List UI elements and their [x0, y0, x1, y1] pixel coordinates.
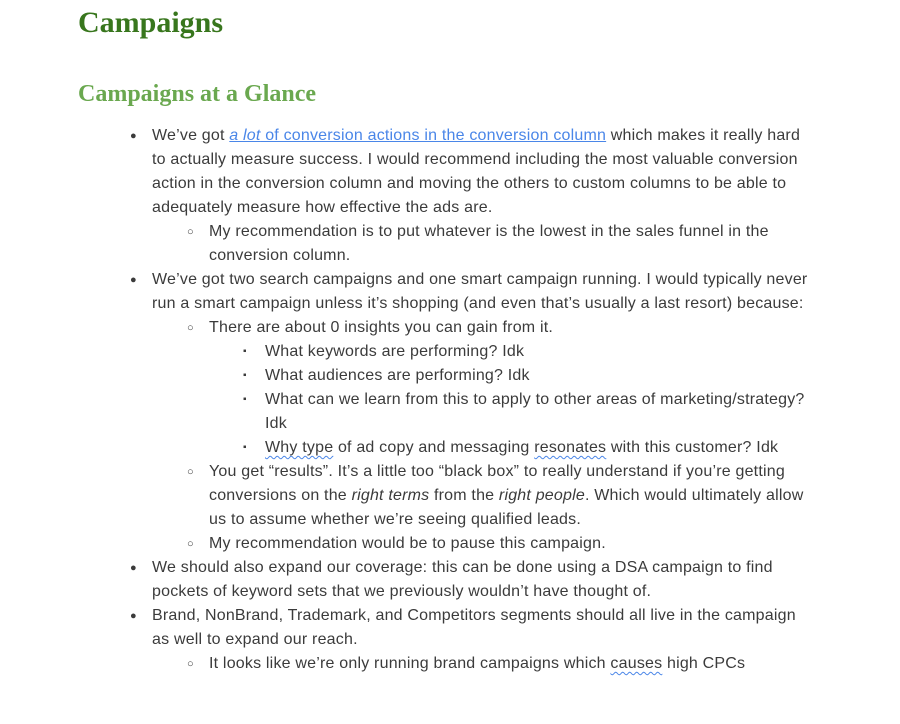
text-run: We should also expand our coverage: this can be done using a DSA campaign to find pockets of keyword sets that we previously wouldn’t have thought of.	[152, 559, 773, 600]
list-item	[78, 436, 808, 460]
spellcheck-flagged-text: resonates	[534, 439, 607, 456]
spellcheck-flagged-text: Why type	[265, 439, 334, 456]
text-run: What audiences are performing? Idk	[265, 367, 530, 384]
list-item-text	[152, 604, 808, 652]
text-run: You get “results”. It’s a little too “black box” to really understand if you’re getting conversions on the	[209, 463, 785, 504]
text-run: which makes it really hard to actually measure success. I would recommend including the most valuable conversion action in the conversion column and moving the others to custom columns to be able to adequately measure how effective the ads are.	[152, 127, 801, 216]
bullet-marker: ○	[187, 538, 194, 550]
bullet-marker: ●	[130, 610, 137, 622]
text-run: right people	[498, 487, 585, 504]
list-item-text	[209, 532, 808, 556]
list-item-text	[209, 652, 808, 676]
list-item	[78, 604, 808, 652]
bullet-marker: ●	[130, 562, 137, 574]
text-run: with this customer? Idk	[606, 439, 779, 456]
section-heading: Campaigns at a Glance	[78, 81, 317, 107]
doc-hyperlink[interactable]: a lot	[229, 127, 261, 144]
page-title: Campaigns	[78, 6, 224, 39]
text-run: My recommendation would be to pause this campaign.	[209, 535, 606, 552]
list-item-text	[152, 124, 808, 220]
bullet-marker: ●	[130, 130, 137, 142]
list-item	[78, 340, 808, 364]
list-item	[78, 124, 808, 220]
list-item-text	[209, 316, 808, 340]
bullet-list	[78, 124, 808, 676]
list-item-text	[152, 268, 808, 316]
list-item	[78, 268, 808, 316]
text-run: There are about 0 insights you can gain from it.	[209, 319, 554, 336]
list-item-text	[265, 364, 808, 388]
list-item	[78, 652, 808, 676]
text-run: What can we learn from this to apply to other areas of marketing/strategy? Idk	[265, 391, 805, 432]
bullet-marker: ▪	[243, 346, 247, 357]
list-item-text	[265, 436, 808, 460]
list-item	[78, 460, 808, 532]
text-run: My recommendation is to put whatever is the lowest in the sales funnel in the conversion column.	[209, 223, 769, 264]
text-run: right terms	[351, 487, 430, 504]
list-item-text	[152, 556, 808, 604]
text-run: We’ve got two search campaigns and one smart campaign running. I would typically never run a smart campaign unless it’s shopping (and even that’s usually a last resort) because:	[152, 271, 808, 312]
bullet-marker: ○	[187, 226, 194, 238]
list-item-text	[265, 340, 808, 364]
bullet-marker: ▪	[243, 394, 247, 405]
text-run: high CPCs	[662, 655, 746, 672]
list-item-text	[265, 388, 808, 436]
bullet-marker: ○	[187, 658, 194, 670]
list-item	[78, 316, 808, 340]
list-item	[78, 532, 808, 556]
doc-hyperlink[interactable]: of conversion actions in the conversion column	[260, 127, 607, 144]
bullet-marker: ○	[187, 322, 194, 334]
text-run: It looks like we’re only running brand campaigns which	[209, 655, 611, 672]
bullet-marker: ▪	[243, 370, 247, 381]
list-item	[78, 388, 808, 436]
text-run: of ad copy and messaging	[333, 439, 535, 456]
list-item	[78, 556, 808, 604]
list-item-text	[209, 460, 808, 532]
list-item	[78, 364, 808, 388]
spellcheck-flagged-text: causes	[610, 655, 663, 672]
text-run: from the	[429, 487, 499, 504]
text-run: Brand, NonBrand, Trademark, and Competitors segments should all live in the campaign as well to expand our reach.	[152, 607, 796, 648]
bullet-marker: ▪	[243, 442, 247, 453]
bullet-marker: ○	[187, 466, 194, 478]
bullet-marker: ●	[130, 274, 137, 286]
text-run: We’ve got	[152, 127, 230, 144]
list-item-text	[209, 220, 808, 268]
text-run: What keywords are performing? Idk	[265, 343, 525, 360]
list-item	[78, 220, 808, 268]
text-run: . Which would ultimately allow us to assume whether we’re seeing qualified leads.	[209, 487, 804, 528]
